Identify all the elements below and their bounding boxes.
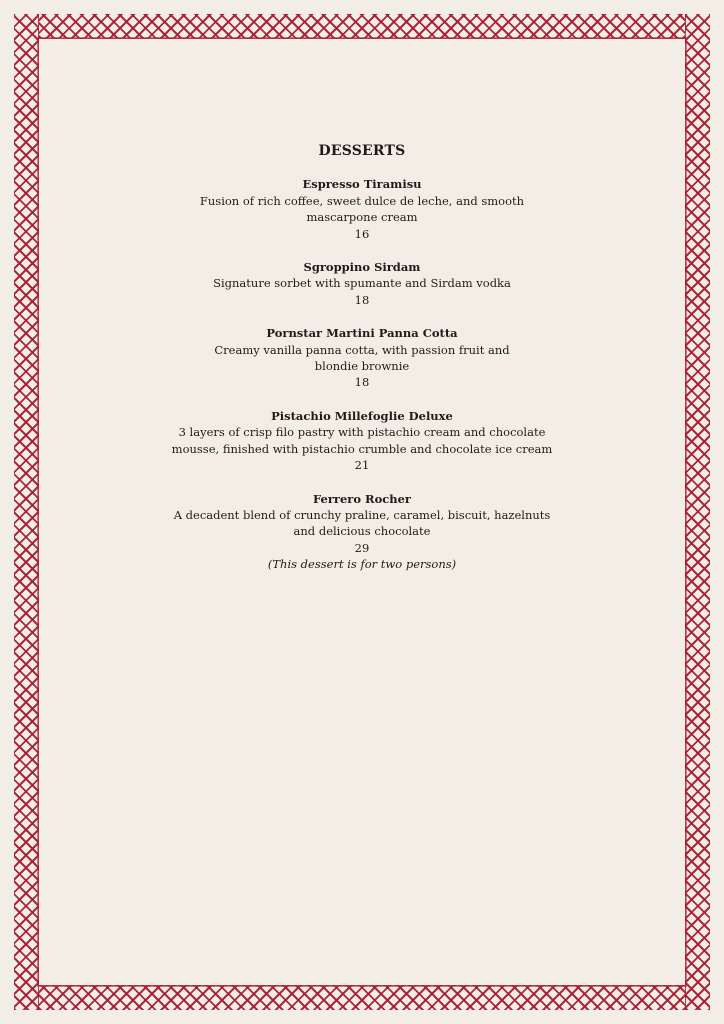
item-note: (This dessert is for two persons) (267, 557, 457, 572)
menu-item (102, 176, 622, 242)
item-price: 16 (354, 226, 370, 241)
item-description: 3 layers of crisp filo pastry with pistachio cream and chocolate mousse, finished with pistachio crumble and chocolate ice cream (171, 425, 553, 456)
section-title: DESSERTS (318, 143, 406, 159)
menu-item (102, 408, 622, 474)
item-description: Fusion of rich coffee, sweet dulce de leche, and smooth mascarpone cream (199, 193, 525, 225)
item-name: Pornstar Martini Panna Cotta (266, 326, 458, 341)
item-price: 18 (354, 292, 370, 307)
item-name: Sgroppino Sirdam (303, 260, 421, 275)
item-description: A decadent blend of crunchy praline, caramel, biscuit, hazelnuts and delicious chocolate (173, 507, 551, 539)
item-description: Signature sorbet with spumante and Sirdam vodka (213, 276, 511, 291)
decorative-border-bottom (14, 985, 710, 1010)
menu-item (102, 259, 622, 308)
item-name: Pistachio Millefoglie Deluxe (271, 408, 453, 423)
decorative-border-top (14, 14, 710, 39)
item-name: Ferrero Rocher (313, 491, 411, 506)
decorative-border-right (685, 14, 710, 1010)
item-description: Creamy vanilla panna cotta, with passion fruit and blondie brownie (214, 342, 510, 374)
item-price: 18 (354, 375, 370, 390)
menu-item (102, 491, 622, 573)
decorative-border-left (14, 14, 39, 1010)
menu-item (102, 325, 622, 391)
menu-content (102, 143, 622, 590)
item-price: 21 (354, 458, 370, 473)
item-price: 29 (354, 540, 370, 555)
item-name: Espresso Tiramisu (302, 177, 422, 192)
